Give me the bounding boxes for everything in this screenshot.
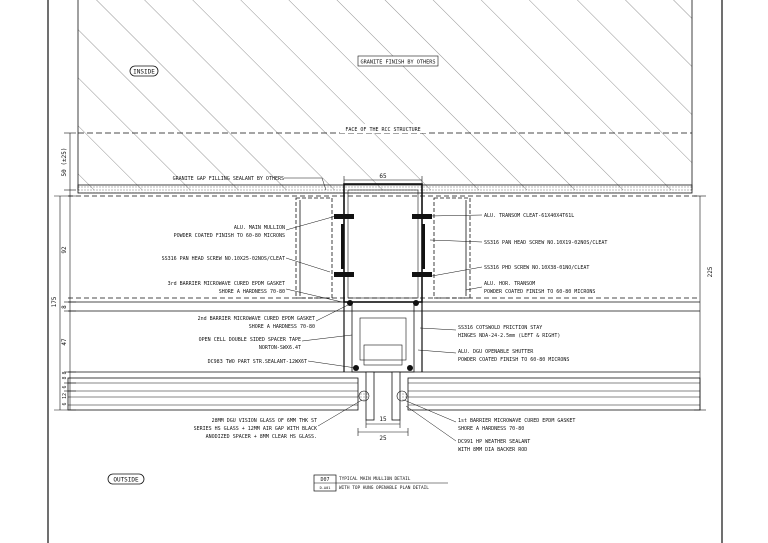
note-weather-sealant-rod: WITH 8MM DIA BACKER ROD	[458, 447, 528, 453]
note-structural-sealant: DC983 TWO PART STR.SEALANT-12WX6T	[207, 359, 307, 365]
note-main-mullion-finish: POWDER COATED FINISH TO 60-80 MICRONS	[173, 233, 285, 239]
note-1st-barrier-hardness: SHORE A HARDNESS 70-80	[458, 426, 525, 432]
transom-cleats	[296, 198, 470, 298]
glass-panel-left	[68, 378, 358, 410]
structure-hatch	[78, 0, 692, 190]
dim-6b: 6	[62, 385, 68, 389]
granite-band	[78, 185, 692, 193]
dim-65: 65	[379, 173, 387, 180]
svg-text:INSIDE: INSIDE	[133, 68, 155, 76]
note-2nd-barrier: 2nd BARRIER MICROWAVE CURED EPDM GASKET	[197, 316, 315, 322]
note-pan-head-screw-19: SS316 PAN HEAD SCREW NO.10X19-02NOS/CLEAT	[484, 240, 608, 246]
note-transom-cleat: ALU. TRANSOM CLEAT-61X40X4T61L	[484, 213, 575, 219]
dim-92: 92	[61, 246, 68, 254]
detail-ref-top: D07	[320, 477, 330, 483]
dim-225: 225	[707, 266, 714, 278]
dim-12: 12	[62, 392, 68, 400]
note-dgu-glass-3: ANODIZED SPACER + 8MM CLEAR HS GLASS.	[205, 434, 317, 440]
note-phd-screw: SS316 PHD SCREW NO.10X38-01NO/CLEAT	[484, 265, 590, 271]
dim-15: 15	[379, 416, 387, 423]
note-2nd-barrier-hardness: SHORE A HARDNESS 70-80	[248, 324, 315, 330]
transom-zone	[68, 196, 700, 372]
note-openable-shutter: ALU. DGU OPENABLE SHUTTER	[458, 349, 534, 355]
note-3rd-barrier-hardness: SHORE A HARDNESS 70-80	[218, 289, 285, 295]
cleat-screws	[334, 214, 432, 277]
dim-47: 47	[61, 338, 68, 346]
dim-175: 175	[51, 296, 58, 308]
note-main-mullion: ALU. MAIN MULLION	[233, 225, 285, 231]
note-dgu-glass-2: SERIES HS GLASS + 12MM AIR GAP WITH BLACK	[193, 426, 317, 432]
weather-sealant	[359, 391, 407, 401]
note-1st-barrier: 1st BARRIER MICROWAVE CURED EPDM GASKET	[458, 418, 576, 424]
note-weather-sealant: DC991 HP WEATHER SEALANT	[458, 439, 531, 445]
note-friction-stay: SS316 COTSWOLD FRICTION STAY	[458, 325, 543, 331]
detail-title-line1: TYPICAL MAIN MULLION DETAIL	[339, 477, 411, 482]
granite-finish-label	[358, 56, 438, 66]
glass-panel-right	[408, 378, 700, 410]
note-spacer-tape-spec: NORTON-SWX6.4T	[258, 345, 301, 351]
note-granite-sealant: GRANITE GAP FILLING SEALANT BY OTHERS	[172, 176, 284, 182]
dim-6a: 8	[62, 376, 68, 380]
detail-title-block	[314, 475, 448, 491]
dim-8b: 8	[62, 371, 68, 375]
detail-title-line2: WITH TOP HUNG OPENABLE PLAN DETAIL	[339, 486, 429, 491]
dim-50: 50 (±25)	[61, 147, 68, 177]
main-mullion	[344, 184, 422, 372]
dim-25: 25	[379, 435, 387, 442]
note-openable-shutter-finish: POWDER COATED FINISH TO 60-80 MICRONS	[458, 357, 570, 363]
svg-text:GRANITE FINISH BY OTHERS: GRANITE FINISH BY OTHERS	[360, 59, 436, 66]
note-friction-stay-hinges: HINGES NDA-24-2.5mm (LEFT & RIGHT)	[458, 333, 561, 339]
note-pan-head-screw: SS316 PAN HEAD SCREW NO.10X25-02NOS/CLEAT	[161, 256, 285, 262]
rcc-face-label: FACE OF THE RCC STRUCTURE	[345, 127, 421, 133]
note-3rd-barrier: 3rd BARRIER MICROWAVE CURED EPDM GASKET	[167, 281, 285, 287]
dim-6c: 6	[62, 402, 68, 406]
svg-text:OUTSIDE: OUTSIDE	[113, 476, 139, 484]
note-spacer-tape: OPEN CELL DOUBLE SIDED SPACER TAPE	[198, 337, 301, 343]
note-dgu-glass-1: 28MM DGU VISION GLASS OF 6MM THK ST	[211, 418, 317, 424]
detail-ref-bottom: D-A01	[319, 486, 331, 490]
note-hor-transom-finish: POWDER COATED FINISH TO 60-80 MICRONS	[484, 289, 596, 295]
note-hor-transom: ALU. HOR. TRANSOM	[484, 281, 536, 287]
inside-tag	[130, 66, 158, 76]
outside-tag	[108, 474, 144, 484]
dim-8: 8	[61, 305, 68, 309]
